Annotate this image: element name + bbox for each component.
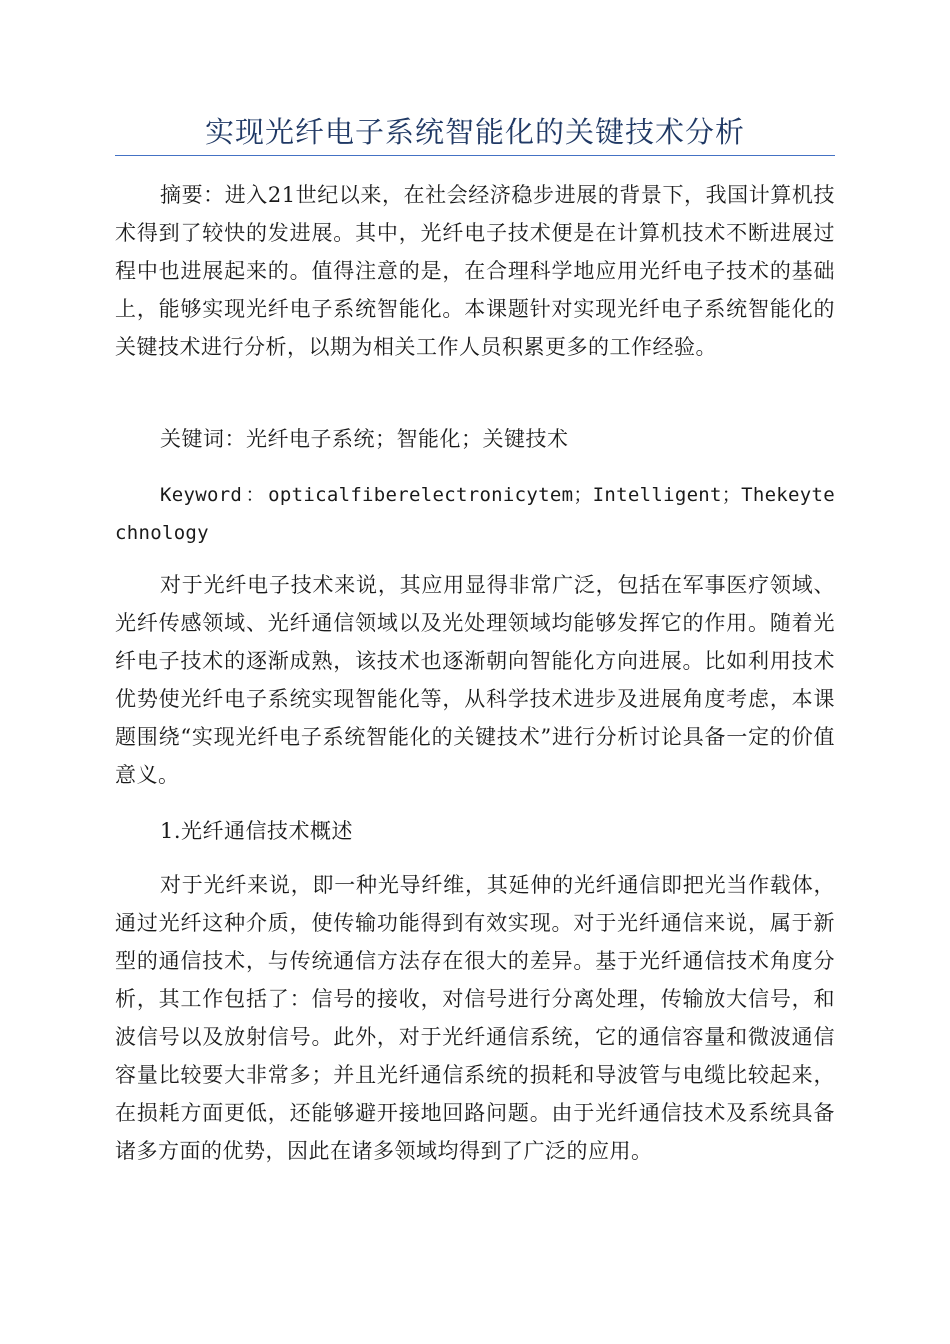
- title-underline: [115, 155, 835, 156]
- section-1-heading: 1.光纤通信技术概述: [160, 819, 354, 843]
- section-1-body: 对于光纤来说，即一种光导纤维，其延伸的光纤通信即把光当作载体，通过光纤这种介质，使传输功能得到有效实现。对于光纤通信来说，属于新型的通信技术，与传统通信方法存在很大的差异。基于光纤通信技术角度分析，其工作包括了：信号的接收，对信号进行分离处理，传输放大信号，和波信号以及放射信号。此外，对于光纤通信系统，它的通信容量和微波通信容量比较要大非常多；并且光纤通信系统的损耗和导波管与电缆比较起来，在损耗方面更低，还能够避开接地回路问题。由于光纤通信技术及系统具备诸多方面的优势，因此在诸多领域均得到了广泛的应用。: [115, 873, 835, 1163]
- keywords-english-paragraph: Keyword：opticalfiberelectronicytem；Intelligent；Thekeytechnology: [115, 484, 835, 544]
- abstract-paragraph: 摘要：进入21世纪以来，在社会经济稳步进展的背景下，我国计算机技术得到了较快的发进展。其中，光纤电子技术便是在计算机技术不断进展过程中也进展起来的。值得注意的是，在合理科学地应用光纤电子技术的基础上，能够实现光纤电子系统智能化。本课题针对实现光纤电子系统智能化的关键技术进行分析，以期为相关工作人员积累更多的工作经验。: [115, 183, 835, 359]
- keywords-paragraph: 关键词：光纤电子系统；智能化；关键技术: [160, 427, 569, 451]
- intro-paragraph: 对于光纤电子技术来说，其应用显得非常广泛，包括在军事医疗领域、光纤传感领域、光纤通信领域以及光处理领域均能够发挥它的作用。随着光纤电子技术的逐渐成熟，该技术也逐渐朝向智能化方向进展。比如利用技术优势使光纤电子系统实现智能化等，从科学技术进步及进展角度考虑，本课题围绕“实现光纤电子系统智能化的关键技术”进行分析讨论具备一定的价值意义。: [115, 573, 835, 787]
- document-title: 实现光纤电子系统智能化的关键技术分析: [204, 115, 745, 149]
